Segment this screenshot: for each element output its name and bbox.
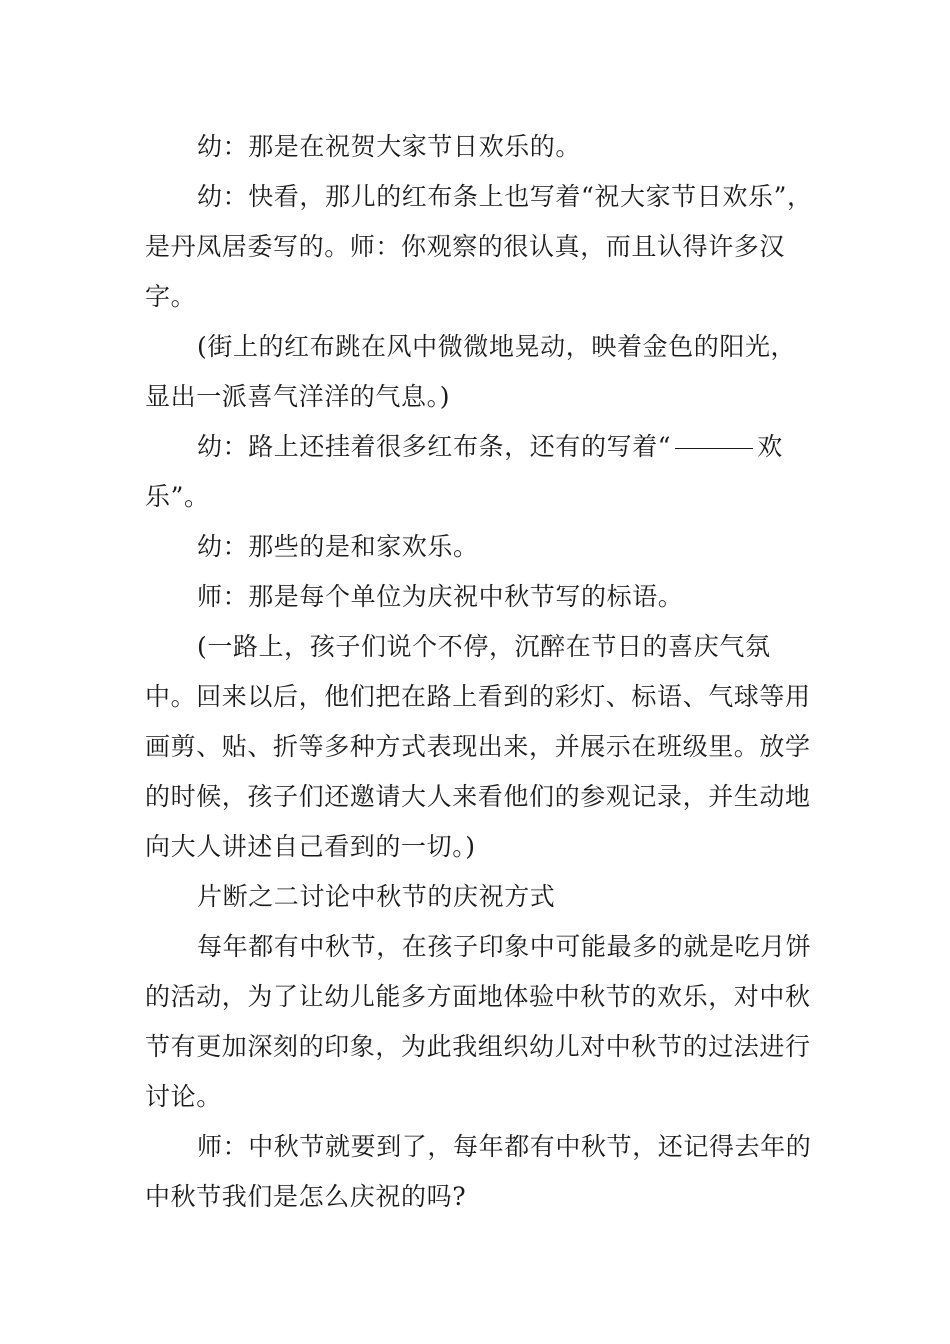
paragraph: 师：那是每个单位为庆祝中秋节写的标语。: [197, 582, 684, 611]
paragraph: 幼：快看，那儿的红布条上也写着“祝大家节日欢乐”，是丹凤居委写的。师：你观察的很认真，而且认得许多汉字。: [145, 182, 813, 311]
paragraph: (街上的红布跳在风中微微地晃动，映着金色的阳光，显出一派喜气洋洋的气息。): [145, 332, 797, 411]
paragraph: 幼：那是在祝贺大家节日欢乐的。: [197, 132, 582, 161]
fill-in-blank-line: [675, 447, 753, 449]
paragraph: 师：中秋节就要到了，每年都有中秋节，还记得去年的中秋节我们是怎么庆祝的吗?: [145, 1132, 812, 1211]
paragraph: 幼：那些的是和家欢乐。: [197, 532, 479, 561]
section-heading: 片断之二讨论中秋节的庆祝方式: [197, 882, 556, 911]
paragraph: 每年都有中秋节，在孩子印象中可能最多的就是吃月饼的活动，为了让幼儿能多方面地体验中秋节的欢乐，对中秋节有更加深刻的印象，为此我组织幼儿对中秋节的过法进行讨论。: [145, 932, 812, 1111]
paragraph-text-before-blank: 幼：路上还挂着很多红布条，还有的写着“: [197, 432, 672, 461]
paragraph-text-after-blank: 欢乐”。: [145, 432, 783, 511]
paragraph-with-blank: [145, 422, 815, 522]
document-page: [145, 122, 815, 1222]
paragraph: (一路上，孩子们说个不停，沉醉在节日的喜庆气氛中。回来以后，他们把在路上看到的彩灯、标语、气球等用画剪、贴、折等多种方式表现出来，并展示在班级里。放学的时候，孩子们还邀请大人来看他们的参观记录，并生动地向大人讲述自己看到的一切。): [145, 632, 811, 861]
